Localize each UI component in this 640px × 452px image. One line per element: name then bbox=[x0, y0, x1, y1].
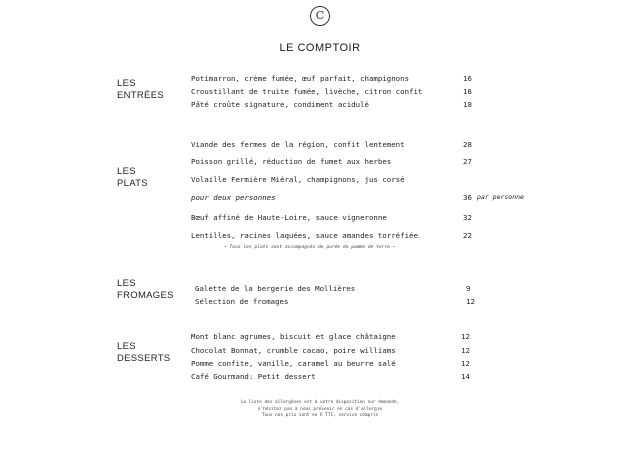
menu-item-price: 16 bbox=[463, 87, 472, 96]
menu-item-price: 22 bbox=[463, 231, 472, 240]
menu-item-name: Viande des fermes de la région, confit lentement bbox=[191, 140, 405, 149]
logo-icon: C bbox=[310, 6, 330, 26]
section-title-line: ENTRÉES bbox=[117, 90, 164, 101]
restaurant-name: LE COMPTOIR bbox=[279, 42, 361, 54]
footer-line: Tous nos prix sont en € TTC, service compris bbox=[261, 413, 379, 418]
menu-item-name: Lentilles, racines laquées, sauce amandes torréfiée bbox=[191, 231, 418, 240]
section-title-line: FROMAGES bbox=[117, 290, 174, 301]
menu-item-name: Pâté croûte signature, condiment acidulé bbox=[191, 100, 369, 109]
menu-item-price: 12 bbox=[461, 332, 470, 341]
menu-item-name: Chocolat Bonnat, crumble cacao, poire williams bbox=[191, 346, 396, 355]
menu-item-name: Bœuf affiné de Haute-Loire, sauce vigneronne bbox=[191, 213, 387, 222]
menu-item-name: Volaille Fermière Miéral, champignons, jus corsé bbox=[191, 175, 405, 184]
menu-item-name: Croustillant de truite fumée, livèche, citron confit bbox=[191, 87, 423, 96]
menu-item-name: Galette de la bergerie des Mollières bbox=[195, 284, 356, 293]
footer-line: n'hésitez pas à nous prévenir en cas d'allergie bbox=[257, 406, 383, 412]
menu-item-price: 27 bbox=[463, 157, 472, 166]
menu-item-price: 12 bbox=[466, 297, 475, 306]
menu-item-price: 36 bbox=[463, 193, 472, 202]
footer-notice bbox=[0, 400, 640, 420]
section-title-entrees bbox=[117, 78, 164, 102]
footer-line: La liste des allergènes est à votre disposition sur demande, bbox=[240, 400, 400, 405]
menu-item-name: Pomme confite, vanille, caramel au beurre salé bbox=[191, 359, 396, 368]
menu-item-price: 12 bbox=[461, 346, 470, 355]
menu-item-name: Café Gourmand: Petit dessert bbox=[191, 372, 316, 381]
section-title-plats bbox=[117, 166, 148, 190]
menu-item-price: 14 bbox=[461, 372, 470, 381]
section-title-line: LES bbox=[117, 166, 136, 177]
menu-item-name: Mont blanc agrumes, biscuit et glace châtaigne bbox=[191, 332, 396, 341]
section-title-fromages bbox=[117, 278, 174, 302]
menu-item-name: Poisson grillé, réduction de fumet aux herbes bbox=[191, 157, 392, 166]
section-title-desserts bbox=[117, 341, 170, 365]
menu-item-name: Potimarron, crème fumée, œuf parfait, champignons bbox=[191, 74, 410, 83]
menu-item-name: Sélection de fromages bbox=[195, 297, 289, 306]
section-title-line: LES bbox=[117, 341, 136, 352]
menu-item-price: 32 bbox=[463, 213, 472, 222]
menu-item-price: 9 bbox=[466, 284, 471, 293]
section-title-line: DESSERTS bbox=[117, 353, 171, 364]
menu-item-price: 16 bbox=[463, 74, 472, 83]
menu-item-price: 28 bbox=[463, 140, 472, 149]
section-title-line: PLATS bbox=[117, 178, 148, 189]
section-title-line: LES bbox=[117, 278, 136, 289]
menu-item-price: 18 bbox=[463, 100, 472, 109]
section-title-line: LES bbox=[117, 78, 136, 89]
menu-item-price: 12 bbox=[461, 359, 470, 368]
menu-item-subline: pour deux personnes bbox=[191, 193, 276, 202]
price-note: par personne bbox=[477, 193, 524, 201]
side-dish-note: ~ Tous les plats sont accompagnés de purée de pomme de terre ~ bbox=[224, 245, 396, 250]
